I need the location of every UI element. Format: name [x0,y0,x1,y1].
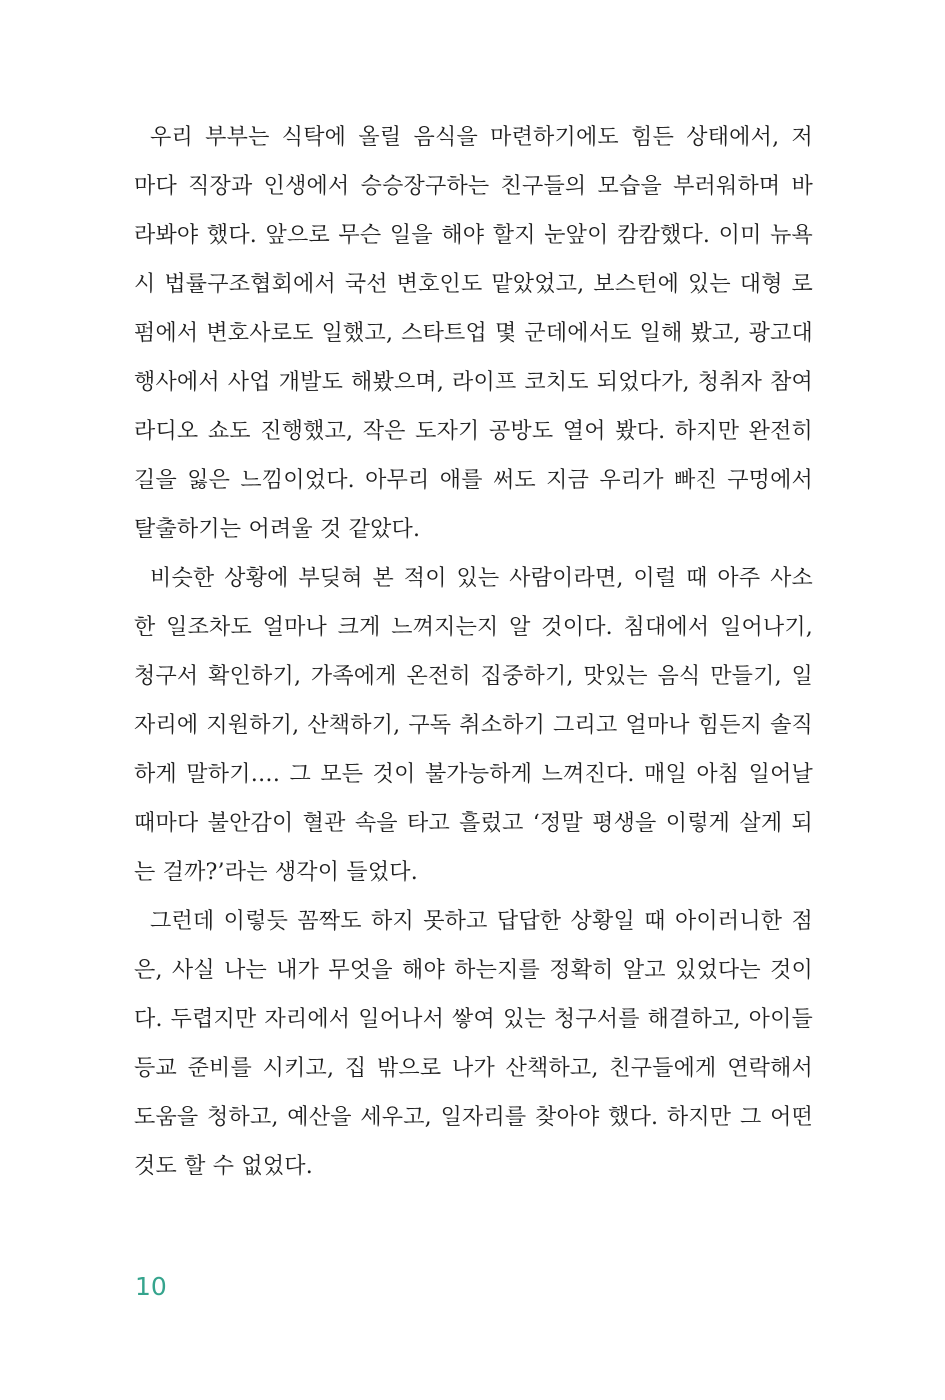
text-line: 라봐야 했다. 앞으로 무슨 일을 해야 할지 눈앞이 캄캄했다. 이미 뉴욕 [134,223,813,248]
text-line: 펌에서 변호사로도 일했고, 스타트업 몇 군데에서도 일해 봤고, 광고대 [134,321,813,346]
text-line: 시 법률구조협회에서 국선 변호인도 맡았었고, 보스턴에 있는 대형 로 [134,272,813,297]
text-line: 등교 준비를 시키고, 집 밖으로 나가 산책하고, 친구들에게 연락해서 [134,1056,813,1081]
text-line: 비슷한 상황에 부딪혀 본 적이 있는 사람이라면, 이럴 때 아주 사소 [150,566,813,591]
text-line: 한 일조차도 얼마나 크게 느껴지는지 알 것이다. 침대에서 일어나기, [134,615,813,640]
page-number: 10 [135,1272,167,1301]
text-line: 우리 부부는 식탁에 올릴 음식을 마련하기에도 힘든 상태에서, 저 [150,125,813,150]
text-line: 하게 말하기…. 그 모든 것이 불가능하게 느껴진다. 매일 아침 일어날 [134,762,813,787]
text-line: 탈출하기는 어려울 것 같았다. [134,517,421,542]
paragraph [134,897,813,1191]
text-line: 은, 사실 나는 내가 무엇을 해야 하는지를 정확히 알고 있었다는 것이 [134,958,813,983]
paragraph [134,113,813,554]
text-line: 는 걸까?’라는 생각이 들었다. [134,860,418,885]
text-line: 그런데 이렇듯 꼼짝도 하지 못하고 답답한 상황일 때 아이러니한 점 [150,909,813,934]
text-line: 자리에 지원하기, 산책하기, 구독 취소하기 그리고 얼마나 힘든지 솔직 [134,713,813,738]
text-line: 길을 잃은 느낌이었다. 아무리 애를 써도 지금 우리가 빠진 구멍에서 [134,468,813,493]
text-line: 청구서 확인하기, 가족에게 온전히 집중하기, 맛있는 음식 만들기, 일 [134,664,813,689]
text-line: 라디오 쇼도 진행했고, 작은 도자기 공방도 열어 봤다. 하지만 완전히 [134,419,813,444]
body-text [134,113,813,1191]
text-line: 다. 두렵지만 자리에서 일어나서 쌓여 있는 청구서를 해결하고, 아이들 [134,1007,813,1032]
text-line: 것도 할 수 없었다. [134,1154,313,1179]
text-line: 행사에서 사업 개발도 해봤으며, 라이프 코치도 되었다가, 청취자 참여 [134,370,813,395]
paragraph [134,554,813,897]
text-line: 마다 직장과 인생에서 승승장구하는 친구들의 모습을 부러워하며 바 [134,174,813,199]
text-line: 도움을 청하고, 예산을 세우고, 일자리를 찾아야 했다. 하지만 그 어떤 [134,1105,813,1130]
text-line: 때마다 불안감이 혈관 속을 타고 흘렀고 ‘정말 평생을 이렇게 살게 되 [134,811,813,836]
